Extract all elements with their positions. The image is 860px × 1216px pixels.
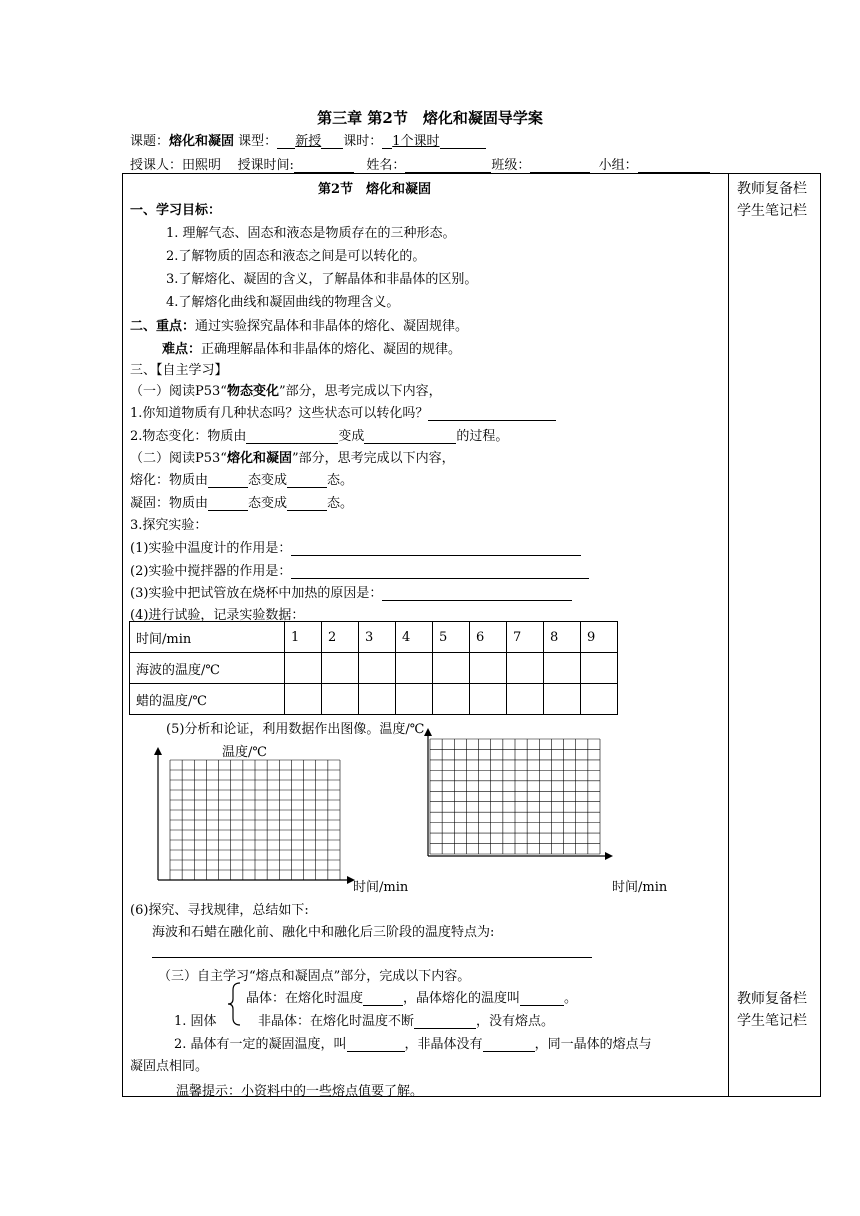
table-cell[interactable]	[433, 653, 470, 684]
table-cell[interactable]	[322, 684, 359, 715]
summary-6: (6)探究、寻找规律，总结如下:	[130, 903, 309, 918]
self-study-heading: 三、【自主学习】	[130, 363, 228, 378]
type-value: 新授	[295, 134, 322, 149]
side-label-student-bottom: 学生笔记栏	[737, 1013, 807, 1029]
answer-blank[interactable]	[428, 406, 556, 421]
freezing-b: 态变成	[248, 496, 288, 511]
reading-part-2	[130, 447, 455, 466]
question-2-a: 2.物态变化：物质由	[130, 429, 247, 444]
answer-blank[interactable]	[246, 429, 338, 444]
amorphous-a: 非晶体：在熔化时温度不断	[258, 1014, 415, 1029]
reading-part-2-pre: （二）阅读P53“	[130, 451, 227, 466]
answer-blank[interactable]	[287, 496, 327, 511]
table-col-header: 7	[507, 622, 544, 653]
mp-question-a: 2. 晶体有一定的凝固温度，叫	[174, 1037, 347, 1052]
table-row-label: 海波的温度/℃	[130, 653, 285, 684]
goal-item: 3.了解熔化、凝固的含义，了解晶体和非晶体的区别。	[166, 272, 478, 287]
table-cell[interactable]	[507, 653, 544, 684]
table-col-header: 8	[544, 622, 581, 653]
mp-question-b: ，非晶体没有	[404, 1037, 483, 1052]
crystal-c: 。	[564, 991, 578, 1006]
hours-value: 1个课时	[392, 134, 440, 149]
right-graph-x-label: 时间/min	[612, 880, 668, 895]
answer-line[interactable]	[152, 957, 592, 958]
key-point	[130, 315, 468, 334]
question-2-b: 变成	[338, 429, 365, 444]
topic-label: 课题：	[130, 134, 170, 149]
group-label: 小组：	[598, 158, 638, 173]
table-row	[130, 622, 618, 653]
table-cell[interactable]	[581, 653, 618, 684]
reading-part-1-pre: （一）阅读P53“	[130, 384, 227, 399]
table-col-header: 3	[359, 622, 396, 653]
amorphous-definition	[258, 1010, 554, 1029]
class-label: 班级：	[491, 158, 531, 173]
hard-label: 难点：	[162, 342, 202, 357]
table-cell[interactable]	[433, 684, 470, 715]
table-col-header: 1	[285, 622, 322, 653]
key-text: 通过实验探究晶体和非晶体的熔化、凝固规律。	[195, 319, 469, 334]
table-col-header: 5	[433, 622, 470, 653]
question-2-c: 的过程。	[456, 429, 509, 444]
time-label: 授课时间:	[237, 158, 294, 173]
reading-part-1	[130, 380, 442, 399]
answer-blank[interactable]	[208, 496, 248, 511]
answer-blank[interactable]	[483, 1037, 535, 1052]
document-title: 第三章 第2节 熔化和凝固导学案	[317, 109, 543, 127]
crystal-definition	[246, 987, 577, 1006]
table-cell[interactable]	[581, 684, 618, 715]
crystal-b: ，晶体熔化的温度叫	[403, 991, 521, 1006]
goals-heading: 一、学习目标：	[130, 203, 222, 218]
answer-blank[interactable]	[382, 586, 572, 601]
side-label-teacher-top: 教师复备栏	[737, 181, 807, 197]
mp-question-c: ，同一晶体的熔点与	[534, 1037, 652, 1052]
table-cell[interactable]	[544, 653, 581, 684]
right-graph-y-label: 温度/℃	[379, 722, 425, 737]
crystal-a: 晶体：在熔化时温度	[246, 991, 364, 1006]
meta-line-2	[130, 154, 710, 173]
solid-label: 1. 固体	[174, 1014, 217, 1029]
table-cell[interactable]	[470, 684, 507, 715]
table-col-header: 9	[581, 622, 618, 653]
reading-part-2-post: ”部分，思考完成以下内容，	[291, 451, 455, 466]
question-1-text: 1.你知道物质有几种状态吗？这些状态可以转化吗？	[130, 406, 429, 421]
reading-part-1-topic: 物态变化	[226, 384, 279, 399]
answer-blank[interactable]	[363, 991, 403, 1006]
table-cell[interactable]	[507, 684, 544, 715]
table-col-header: 4	[396, 622, 433, 653]
table-row-label: 蜡的温度/℃	[130, 684, 285, 715]
left-graph-x-label: 时间/min	[353, 880, 409, 895]
key-label: 二、重点：	[130, 319, 196, 334]
experiment-q3	[130, 582, 572, 601]
table-cell[interactable]	[322, 653, 359, 684]
freezing-definition	[130, 492, 353, 511]
answer-blank[interactable]	[347, 1037, 405, 1052]
goal-item: 4.了解熔化曲线和凝固曲线的物理含义。	[166, 295, 400, 310]
answer-blank[interactable]	[291, 564, 589, 579]
table-row	[130, 653, 618, 684]
table-cell[interactable]	[396, 653, 433, 684]
amorphous-b: ，没有熔点。	[476, 1014, 555, 1029]
summary-6-text: 海波和石蜡在融化前、融化中和融化后三阶段的温度特点为:	[152, 925, 495, 940]
graph-intro	[166, 718, 424, 737]
side-label-student-top: 学生笔记栏	[737, 203, 807, 219]
hard-text: 正确理解晶体和非晶体的熔化、凝固的规律。	[201, 342, 462, 357]
table-cell[interactable]	[470, 653, 507, 684]
table-cell[interactable]	[396, 684, 433, 715]
question-2	[130, 425, 508, 444]
melting-b: 态变成	[248, 473, 288, 488]
meta-line-1	[130, 130, 486, 149]
melting-a: 熔化：物质由	[130, 473, 209, 488]
answer-blank[interactable]	[414, 1014, 476, 1029]
experiment-q2	[130, 560, 589, 579]
freezing-c: 态。	[327, 496, 354, 511]
y-axis-arrow-icon	[154, 747, 162, 755]
right-graph-grid	[418, 726, 618, 866]
table-cell[interactable]	[359, 653, 396, 684]
answer-blank[interactable]	[364, 429, 456, 444]
melting-c: 态。	[327, 473, 354, 488]
left-graph-y-label: 温度/℃	[222, 745, 267, 760]
hours-label: 课时：	[343, 134, 383, 149]
type-label: 课型：	[238, 134, 278, 149]
answer-blank[interactable]	[291, 541, 581, 556]
table-row	[130, 684, 618, 715]
experiment-q1-text: (1)实验中温度计的作用是：	[130, 541, 292, 556]
brace-icon	[226, 982, 242, 1026]
topic-value: 熔化和凝固	[169, 134, 235, 149]
experiment-heading: 3.探究实验：	[130, 518, 208, 533]
answer-blank[interactable]	[520, 991, 564, 1006]
side-column-divider	[728, 173, 729, 1097]
table-cell[interactable]	[285, 684, 322, 715]
experiment-q1	[130, 537, 581, 556]
goal-item: 2.了解物质的固态和液态之间是可以转化的。	[166, 249, 426, 264]
reading-part-2-topic: 熔化和凝固	[226, 451, 292, 466]
table-col-header: 2	[322, 622, 359, 653]
freezing-a: 凝固：物质由	[130, 496, 209, 511]
x-axis-arrow-icon	[605, 852, 613, 860]
experiment-q2-text: (2)实验中搅拌器的作用是：	[130, 564, 292, 579]
table-col-header: 6	[470, 622, 507, 653]
table-cell[interactable]	[285, 653, 322, 684]
answer-blank[interactable]	[287, 473, 327, 488]
teacher-name: 授课人：田熙明	[130, 158, 222, 173]
name-label: 姓名：	[366, 158, 406, 173]
left-graph-grid	[150, 745, 360, 890]
y-axis-arrow-icon	[424, 728, 432, 736]
table-cell[interactable]	[544, 684, 581, 715]
experiment-q3-text: (3)实验中把试管放在烧杯中加热的原因是：	[130, 586, 383, 601]
tip-text: 温馨提示：小资料中的一些熔点值要了解。	[176, 1084, 424, 1099]
experiment-q4: (4)进行试验，记录实验数据：	[130, 608, 305, 623]
reading-part-3: （三）自主学习“熔点和凝固点”部分，完成以下内容。	[158, 969, 471, 984]
goal-item: 1. 理解气态、固态和液态是物质存在的三种形态。	[166, 226, 456, 241]
table-header-time: 时间/min	[130, 622, 285, 653]
question-1	[130, 402, 556, 421]
answer-blank[interactable]	[208, 473, 248, 488]
data-record-table	[129, 621, 618, 715]
melting-point-question-cont: 凝固点相同。	[130, 1059, 209, 1074]
reading-part-1-post: ”部分，思考完成以下内容，	[278, 384, 442, 399]
section-title: 第2节 熔化和凝固	[318, 182, 432, 197]
table-cell[interactable]	[359, 684, 396, 715]
side-label-teacher-bottom: 教师复备栏	[737, 991, 807, 1007]
hard-point	[162, 338, 461, 357]
graph-intro-text: (5)分析和论证，利用数据作出图像。	[166, 722, 380, 737]
melting-point-question	[174, 1033, 652, 1052]
melting-definition	[130, 469, 353, 488]
